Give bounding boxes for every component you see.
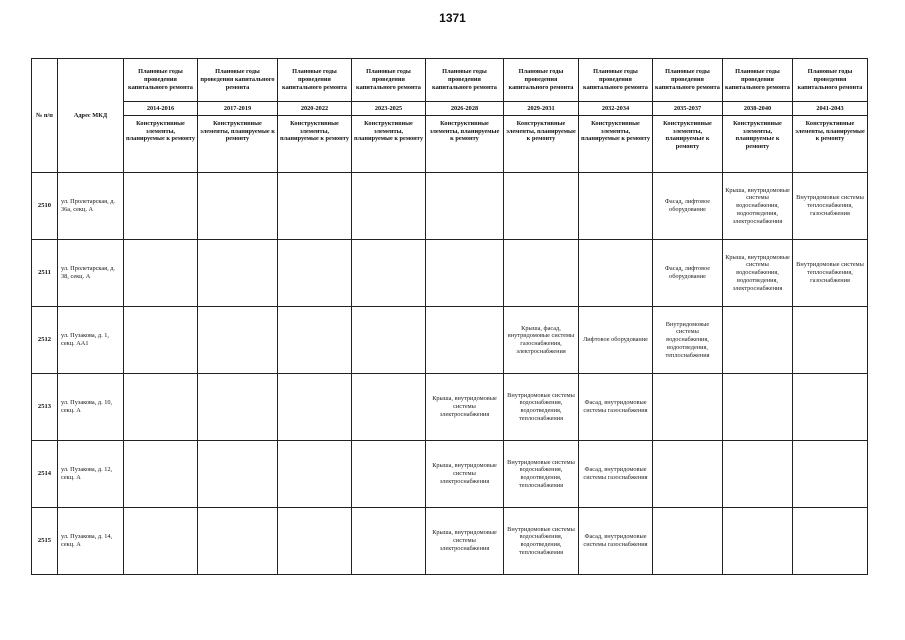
table-row	[32, 240, 868, 307]
repair-elements-cell	[793, 374, 868, 441]
period-subheading: Конструктивные элементы, планируемые к ремонту	[723, 116, 793, 173]
repair-elements-cell: Лифтовое оборудование	[579, 307, 653, 374]
repair-elements-cell	[198, 173, 278, 240]
period-heading: Плановые годы проведения капитального ремонта	[198, 59, 278, 102]
repair-elements-cell	[278, 307, 352, 374]
period-years: 2014-2016	[124, 102, 198, 116]
period-years: 2017-2019	[198, 102, 278, 116]
repair-elements-cell	[723, 374, 793, 441]
table-body	[32, 173, 868, 575]
row-number: 2513	[32, 374, 58, 441]
repair-elements-cell	[723, 441, 793, 508]
row-number: 2515	[32, 508, 58, 575]
period-heading: Плановые годы проведения капитального ремонта	[352, 59, 426, 102]
repair-elements-cell	[124, 173, 198, 240]
repair-elements-cell: Крыша, внутридомовые системы водоснабжения, водоотведения, электроснабжения	[723, 240, 793, 307]
period-heading: Плановые годы проведения капитального ремонта	[504, 59, 579, 102]
repair-elements-cell: Внутридомовые системы теплоснабжения, газоснабжения	[793, 173, 868, 240]
repair-elements-cell	[793, 508, 868, 575]
repair-elements-cell	[278, 508, 352, 575]
repair-elements-cell	[278, 240, 352, 307]
repair-elements-cell	[278, 441, 352, 508]
row-number: 2514	[32, 441, 58, 508]
capital-repair-table	[31, 58, 868, 575]
repair-elements-cell	[124, 441, 198, 508]
repair-elements-cell	[352, 374, 426, 441]
repair-elements-cell	[352, 173, 426, 240]
repair-elements-cell: Фасад, лифтовое оборудование	[653, 240, 723, 307]
repair-elements-cell	[124, 374, 198, 441]
repair-elements-cell	[426, 307, 504, 374]
period-years: 2029-2031	[504, 102, 579, 116]
repair-elements-cell: Крыша, внутридомовые системы электроснабжения	[426, 374, 504, 441]
period-heading: Плановые годы проведения капитального ремонта	[426, 59, 504, 102]
row-address: ул. Пузакова, д. 1, секц. АА1	[58, 307, 124, 374]
repair-elements-cell: Внутридомовые системы теплоснабжения, газоснабжения	[793, 240, 868, 307]
period-years: 2020-2022	[278, 102, 352, 116]
period-subheading: Конструктивные элементы, планируемые к ремонту	[278, 116, 352, 173]
table-row	[32, 173, 868, 240]
row-address: ул. Пузакова, д. 12, секц. А	[58, 441, 124, 508]
repair-elements-cell	[653, 374, 723, 441]
repair-elements-cell	[198, 240, 278, 307]
column-header-address: Адрес МКД	[58, 59, 124, 173]
period-heading: Плановые годы проведения капитального ремонта	[793, 59, 868, 102]
repair-elements-cell	[278, 374, 352, 441]
period-years: 2035-2037	[653, 102, 723, 116]
repair-elements-cell	[352, 240, 426, 307]
row-address: ул. Пузакова, д. 10, секц. А	[58, 374, 124, 441]
repair-elements-cell	[124, 307, 198, 374]
repair-elements-cell	[723, 307, 793, 374]
column-header-number: № п/п	[32, 59, 58, 173]
period-heading: Плановые годы проведения капитального ремонта	[653, 59, 723, 102]
repair-elements-cell	[723, 508, 793, 575]
period-heading: Плановые годы проведения капитального ремонта	[723, 59, 793, 102]
period-years: 2041-2043	[793, 102, 868, 116]
repair-elements-cell: Фасад, внутридомовые системы газоснабжения	[579, 441, 653, 508]
period-subheading: Конструктивные элементы, планируемые к ремонту	[124, 116, 198, 173]
period-years: 2038-2040	[723, 102, 793, 116]
repair-elements-cell	[352, 307, 426, 374]
repair-elements-cell	[198, 307, 278, 374]
repair-elements-cell	[278, 173, 352, 240]
row-number: 2512	[32, 307, 58, 374]
period-years-row	[32, 102, 868, 116]
repair-elements-cell: Крыша, фасад, внутридомовые системы газоснабжения, электроснабжения	[504, 307, 579, 374]
repair-elements-cell	[124, 240, 198, 307]
repair-elements-cell	[579, 240, 653, 307]
repair-elements-cell: Крыша, внутридомовые системы электроснабжения	[426, 508, 504, 575]
page-number: 1371	[439, 11, 466, 25]
period-heading: Плановые годы проведения капитального ремонта	[124, 59, 198, 102]
repair-elements-cell	[124, 508, 198, 575]
repair-elements-cell	[352, 508, 426, 575]
repair-elements-cell	[504, 240, 579, 307]
table-row	[32, 508, 868, 575]
repair-elements-cell: Фасад, внутридомовые системы газоснабжения	[579, 508, 653, 575]
period-years: 2032-2034	[579, 102, 653, 116]
repair-elements-cell: Внутридомовые системы водоснабжения, водоотведения, теплоснабжения	[504, 441, 579, 508]
table-row	[32, 374, 868, 441]
period-heading: Плановые годы проведения капитального ремонта	[579, 59, 653, 102]
period-subheading-row	[32, 116, 868, 173]
repair-elements-cell	[198, 374, 278, 441]
repair-elements-cell: Крыша, внутридомовые системы водоснабжения, водоотведения, электроснабжения	[723, 173, 793, 240]
row-address: ул. Пузакова, д. 14, секц. А	[58, 508, 124, 575]
period-subheading: Конструктивные элементы, планируемые к ремонту	[579, 116, 653, 173]
repair-elements-cell: Внутридомовые системы водоснабжения, водоотведения, теплоснабжения	[504, 374, 579, 441]
repair-elements-cell: Фасад, лифтовое оборудование	[653, 173, 723, 240]
period-subheading: Конструктивные элементы, планируемые к ремонту	[198, 116, 278, 173]
repair-elements-cell: Внутридомовые системы водоснабжения, водоотведения, теплоснабжения	[653, 307, 723, 374]
row-address: ул. Пролетарская, д. 36а, секц. А	[58, 173, 124, 240]
repair-elements-cell	[426, 240, 504, 307]
period-subheading: Конструктивные элементы, планируемые к ремонту	[352, 116, 426, 173]
repair-elements-cell	[793, 307, 868, 374]
period-subheading: Конструктивные элементы, планируемые к ремонту	[426, 116, 504, 173]
repair-elements-cell	[198, 441, 278, 508]
repair-elements-cell: Внутридомовые системы водоснабжения, водоотведения, теплоснабжения	[504, 508, 579, 575]
repair-elements-cell	[579, 173, 653, 240]
period-years: 2023-2025	[352, 102, 426, 116]
repair-elements-cell	[504, 173, 579, 240]
row-number: 2510	[32, 173, 58, 240]
table-row	[32, 307, 868, 374]
repair-elements-cell	[426, 173, 504, 240]
period-subheading: Конструктивные элементы, планируемые к ремонту	[504, 116, 579, 173]
repair-elements-cell: Фасад, внутридомовые системы газоснабжения	[579, 374, 653, 441]
repair-elements-cell	[653, 508, 723, 575]
table-row	[32, 441, 868, 508]
row-number: 2511	[32, 240, 58, 307]
repair-elements-cell	[198, 508, 278, 575]
repair-elements-cell	[352, 441, 426, 508]
period-subheading: Конструктивные элементы, планируемые к ремонту	[793, 116, 868, 173]
row-address: ул. Пролетарская, д. 38, секц. А	[58, 240, 124, 307]
repair-elements-cell	[653, 441, 723, 508]
period-subheading: Конструктивные элементы, планируемые к ремонту	[653, 116, 723, 173]
period-heading-row	[32, 59, 868, 102]
repair-elements-cell	[793, 441, 868, 508]
repair-elements-cell: Крыша, внутридомовые системы электроснабжения	[426, 441, 504, 508]
period-heading: Плановые годы проведения капитального ремонта	[278, 59, 352, 102]
period-years: 2026-2028	[426, 102, 504, 116]
